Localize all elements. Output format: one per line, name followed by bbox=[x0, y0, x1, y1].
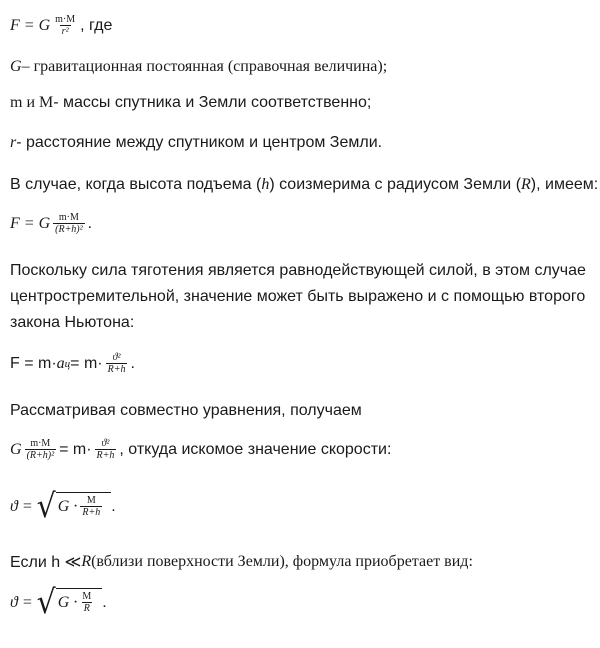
definition-text: – гравитационная постоянная (справочная величина); bbox=[21, 58, 388, 75]
symbol-r-radius: R bbox=[81, 553, 92, 570]
formula-tail: . bbox=[111, 498, 116, 515]
radical-sign: √ bbox=[36, 583, 56, 622]
symbol-g: G · bbox=[57, 593, 78, 611]
fraction-numerator: m·M bbox=[58, 212, 79, 223]
symbol-h: h bbox=[261, 176, 270, 193]
formula-tail: . bbox=[102, 594, 107, 611]
fraction-denominator: (R+h)² bbox=[26, 450, 55, 461]
text-part: ), имеем: bbox=[530, 176, 599, 193]
text-part: ) соизмерима с радиусом Земли ( bbox=[269, 176, 522, 193]
paragraph-text: закона Ньютона: bbox=[10, 314, 135, 331]
formula-velocity bbox=[10, 487, 116, 526]
formula-lhs: F = G bbox=[10, 16, 51, 34]
fraction bbox=[106, 352, 128, 375]
equals: = m· bbox=[59, 440, 92, 458]
definition-masses bbox=[10, 94, 371, 112]
square-root bbox=[36, 583, 103, 622]
subscript-c: ц bbox=[64, 357, 71, 370]
fraction bbox=[80, 591, 93, 614]
symbol-a: a bbox=[56, 354, 65, 372]
formula-lhs: F = m· bbox=[10, 354, 57, 372]
symbol-g: G bbox=[10, 440, 22, 458]
formula-velocity-surface bbox=[10, 583, 107, 622]
fraction-numerator: m·M bbox=[30, 438, 51, 449]
fraction-denominator: R+h bbox=[82, 507, 101, 518]
formula-tail: , где bbox=[80, 16, 113, 34]
symbol-masses: m и M bbox=[10, 94, 54, 111]
fraction-numerator: ϑ² bbox=[112, 352, 121, 363]
near-surface-text bbox=[10, 552, 473, 572]
fraction-numerator: M bbox=[86, 495, 96, 506]
formula-lhs: ϑ = bbox=[10, 498, 33, 515]
combining-text bbox=[10, 402, 362, 420]
symbol-r: r bbox=[10, 134, 17, 151]
paragraph-line-2 bbox=[10, 288, 585, 306]
text-part: (вблизи поверхности Земли), формула приобретает вид: bbox=[91, 553, 473, 570]
fraction-denominator: R+h bbox=[107, 364, 126, 375]
formula-tail: . bbox=[87, 214, 93, 232]
paragraph-text: центростремительной, значение может быть выражено и с помощью второго bbox=[10, 288, 586, 305]
square-root bbox=[36, 487, 112, 526]
formula-lhs: F = G bbox=[10, 214, 51, 232]
fraction-numerator: ϑ² bbox=[101, 438, 110, 449]
fraction-denominator: R+h bbox=[96, 450, 115, 461]
fraction bbox=[80, 495, 102, 518]
formula-gravity bbox=[10, 14, 112, 37]
definition-g bbox=[10, 58, 387, 76]
definition-text: - расстояние между спутником и центром Земли. bbox=[16, 134, 383, 151]
radicand bbox=[56, 588, 102, 614]
fraction-denominator: R bbox=[83, 603, 90, 614]
symbol-r-radius: R bbox=[521, 176, 531, 193]
paragraph-text: Поскольку сила тяготения является равнодействующей силой, в этом случае bbox=[10, 262, 586, 279]
case-statement bbox=[10, 176, 598, 194]
paragraph-text: Рассматривая совместно уравнения, получаем bbox=[10, 402, 362, 419]
equals: = m· bbox=[70, 354, 103, 372]
symbol-g: G bbox=[10, 58, 22, 75]
formula-lhs: ϑ = bbox=[10, 594, 33, 611]
paragraph-line-3 bbox=[10, 314, 134, 332]
fraction bbox=[95, 438, 117, 461]
definition-r bbox=[10, 134, 382, 152]
formula-newton bbox=[10, 352, 135, 375]
formula-tail: , откуда искомое значение скорости: bbox=[119, 440, 392, 458]
text-part: Если h ≪ bbox=[10, 554, 82, 571]
radical-sign: √ bbox=[36, 487, 56, 526]
formula-tail: . bbox=[130, 354, 135, 372]
symbol-g: G · bbox=[57, 497, 78, 515]
fraction bbox=[53, 14, 77, 37]
fraction-numerator: m·M bbox=[55, 14, 76, 25]
radicand bbox=[56, 492, 111, 518]
fraction-numerator: M bbox=[82, 591, 92, 602]
text-part: В случае, когда высота подъема ( bbox=[10, 176, 262, 193]
formula-gravity-height bbox=[10, 212, 92, 235]
definition-text: - массы спутника и Земли соответственно; bbox=[53, 94, 372, 111]
paragraph-line-1 bbox=[10, 262, 586, 280]
fraction-denominator: (R+h)² bbox=[55, 224, 83, 235]
fraction-denominator: r² bbox=[61, 26, 69, 37]
fraction bbox=[53, 212, 85, 235]
formula-combined bbox=[10, 438, 391, 461]
fraction bbox=[25, 438, 57, 461]
